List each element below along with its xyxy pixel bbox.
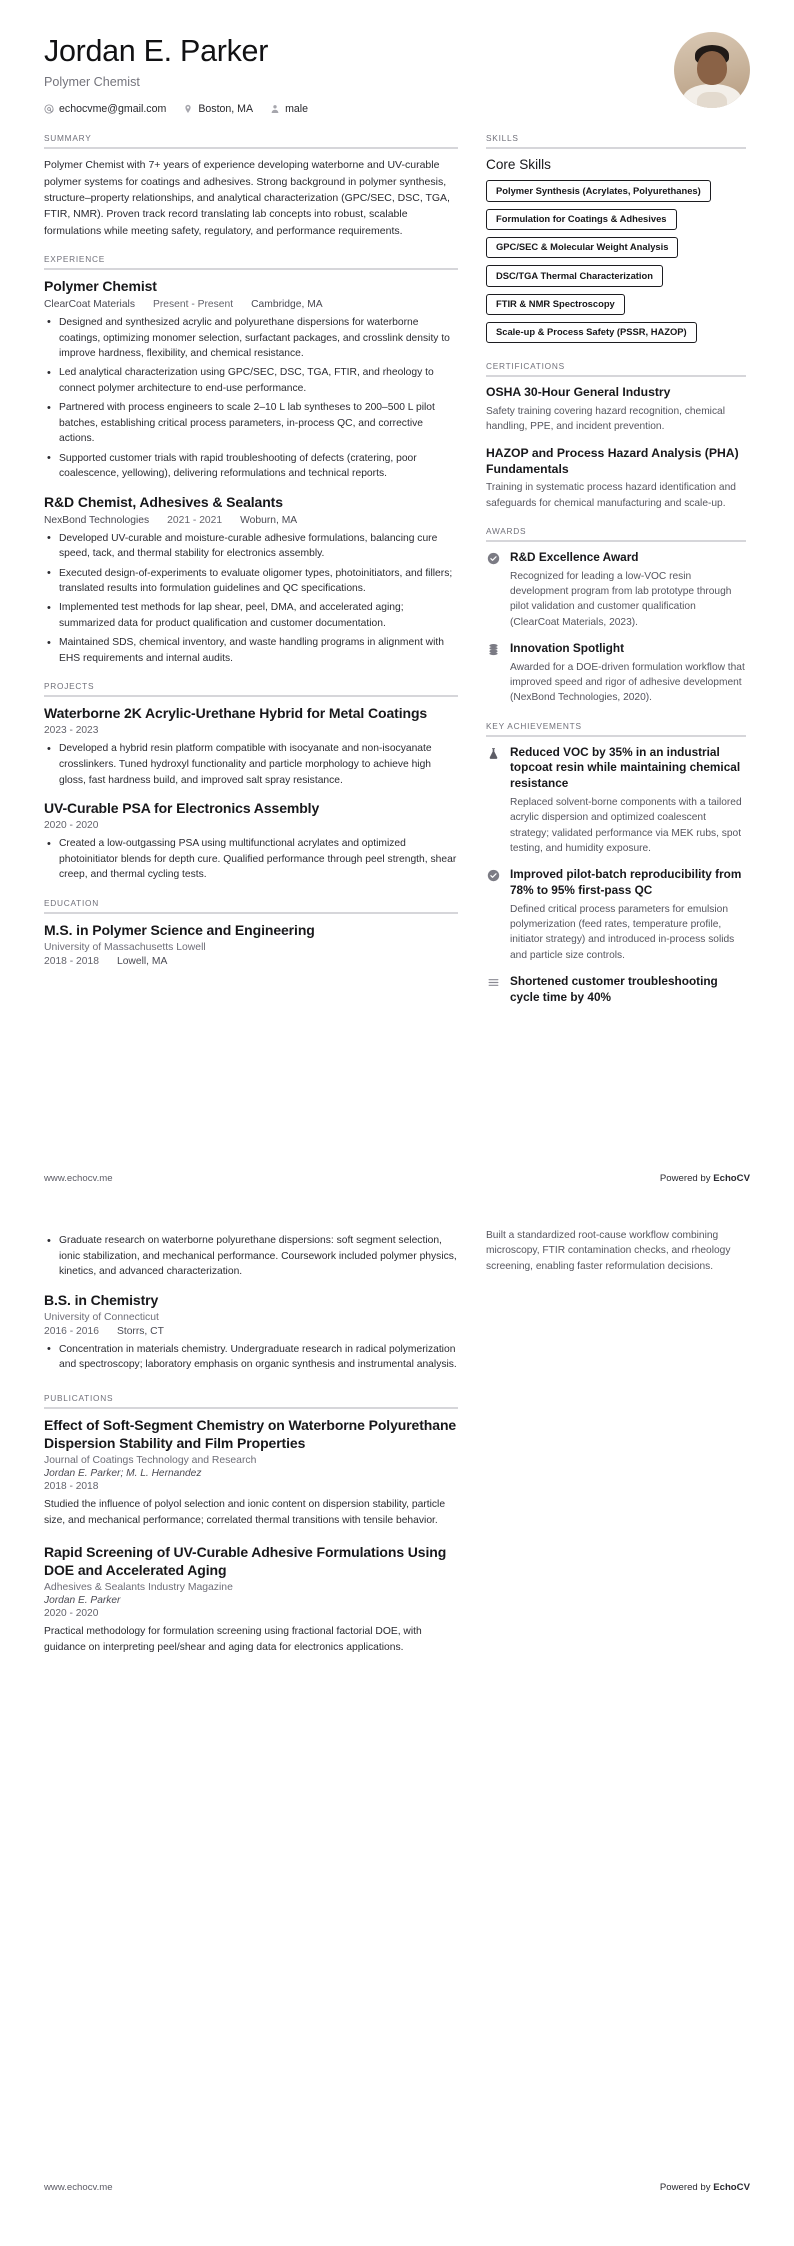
contact-gender-text: male: [285, 103, 309, 116]
person-icon: [270, 104, 280, 114]
resume-header: [0, 0, 794, 115]
section-education-continued: [44, 1233, 458, 1373]
divider: [486, 735, 746, 737]
award-description: Awarded for a DOE-driven formulation workflow that improved speed and rigor of adhesive development (NexBond Technologies, 2020).: [510, 661, 745, 704]
project-entry: [44, 705, 458, 788]
bullet-item: • Supported customer trials with rapid troubleshooting of defects (cratering, poor coalescence, yellowing), delivering reformulations and technical reports.: [57, 451, 458, 482]
check-badge-icon: [486, 868, 501, 883]
publication-journal: Journal of Coatings Technology and Research: [44, 1454, 257, 1466]
education-school: University of Massachusetts Lowell: [44, 941, 206, 953]
avatar: [674, 32, 750, 108]
section-label-summary: SUMMARY: [44, 133, 92, 144]
certification-name: HAZOP and Process Hazard Analysis (PHA) Fundamentals: [486, 445, 739, 476]
resume-page-2: [0, 1228, 794, 1670]
experience-title: Polymer Chemist: [44, 278, 157, 295]
education-school: University of Connecticut: [44, 1311, 159, 1323]
bullet-item: • Created a low-outgassing PSA using multifunctional acrylates and optimized photoinitiator blends for depth cure. Qualified performance through peel strength, shear creep, and thermal cycling tests.: [57, 836, 458, 883]
education-dates: 2018 - 2018: [44, 955, 99, 967]
right-column-page2: [486, 1228, 746, 1274]
section-education: [44, 898, 458, 967]
publication-dates: 2018 - 2018: [44, 1480, 99, 1492]
footer-brand-name: EchoCV: [713, 2182, 750, 2193]
skill-badge-list: [486, 180, 746, 343]
footer-powered-by: [660, 1173, 750, 1184]
section-skills: [486, 133, 746, 343]
job-title: Polymer Chemist: [44, 75, 140, 90]
divider: [44, 1407, 458, 1409]
bullet-item: • Designed and synthesized acrylic and polyurethane dispersions for waterborne coatings, optimizing monomer selection, surfactant packages, and crosslink density to improve hardness, flexibility, and chemical resistance.: [57, 315, 458, 362]
divider: [44, 147, 458, 149]
achievement-description-continued: Built a standardized root-cause workflow combining microscopy, FTIR contamination checks, and rheology screening, enabling faster reformulation decisions.: [486, 1230, 731, 1272]
publication-description: Practical methodology for formulation screening using fractional factorial DOE, with guidance on interpreting peel/shear and aging data for electronics applications.: [44, 1626, 422, 1653]
project-title: Waterborne 2K Acrylic-Urethane Hybrid for Metal Coatings: [44, 705, 428, 722]
footer-brand-name: EchoCV: [713, 1173, 750, 1184]
achievement-description: Replaced solvent-borne components with a tailored acrylic dispersion and optimized coalescent strategy; validated performance via MEK rubs, spot testing, and humidity exposure.: [510, 797, 742, 854]
section-summary: [44, 133, 458, 239]
footer-powered-prefix: Powered by: [659, 1173, 714, 1184]
achievement-title: Improved pilot-batch reproducibility from 78% to 95% first-pass QC: [510, 867, 742, 898]
section-label-awards: AWARDS: [486, 525, 527, 536]
right-column: [486, 133, 746, 1020]
certification-description: Safety training covering hazard recognition, chemical handling, PPE, and incident prevention.: [486, 406, 725, 433]
certification-description: Training in systematic process hazard identification and safeguards for chemical manufacturing and scale-up.: [486, 482, 736, 509]
project-entry: [44, 800, 458, 883]
page-title: Jordan E. Parker: [44, 34, 269, 68]
header-left: [44, 30, 308, 115]
publication-authors: Jordan E. Parker; M. L. Hernandez: [44, 1467, 202, 1479]
database-stack-icon: [486, 642, 501, 657]
achievement-item: [486, 867, 746, 963]
education-entry: [44, 1233, 458, 1280]
achievement-body: [510, 867, 746, 963]
experience-org: ClearCoat Materials: [44, 298, 135, 310]
award-title: Innovation Spotlight: [510, 640, 625, 655]
education-bullets: [44, 1233, 458, 1280]
award-description: Recognized for leading a low-VOC resin development program from lab prototype through pilot validation and customer qualification (ClearCoat Materials, 2023).: [510, 570, 732, 628]
check-badge-icon: [486, 551, 501, 566]
footer-powered-by: [660, 2182, 750, 2193]
divider: [44, 695, 458, 697]
education-entry: [44, 1292, 458, 1373]
experience-bullets: [44, 315, 458, 482]
experience-dates: Present - Present: [153, 298, 234, 310]
divider: [44, 268, 458, 270]
resume-columns: [0, 115, 794, 1020]
section-label-key-achievements: KEY ACHIEVEMENTS: [486, 720, 582, 731]
certification-item: [486, 385, 746, 434]
award-item: [486, 550, 746, 630]
project-bullets: [44, 741, 458, 788]
education-location: Storrs, CT: [116, 1325, 164, 1337]
bullet-item: • Developed UV-curable and moisture-curable adhesive formulations, balancing cure speed, tack, and thermal stability for electronics assembly.: [57, 531, 458, 562]
education-degree: M.S. in Polymer Science and Engineering: [44, 922, 315, 939]
project-dates: 2023 - 2023: [44, 725, 99, 737]
contact-email-text: echocvme@gmail.com: [59, 103, 167, 116]
achievement-item: [486, 974, 746, 1006]
contact-location-text: Boston, MA: [198, 103, 254, 116]
publication-description: Studied the influence of polyol selection and ionic content on dispersion stability, particle size, and mechanical performance; correlated thermal transitions with tensile behavior.: [44, 1498, 446, 1526]
flask-icon: [486, 746, 501, 761]
project-title: UV-Curable PSA for Electronics Assembly: [44, 800, 320, 817]
section-key-achievements: [486, 721, 746, 1006]
divider: [486, 375, 746, 377]
achievement-item: [486, 745, 746, 857]
contact-gender: [270, 103, 308, 115]
achievement-title: Reduced VOC by 35% in an industrial topcoat resin while maintaining chemical resistance: [510, 744, 741, 791]
experience-title: R&D Chemist, Adhesives & Sealants: [44, 493, 283, 510]
skill-badge: GPC/SEC & Molecular Weight Analysis: [486, 237, 678, 258]
section-label-projects: PROJECTS: [44, 681, 95, 692]
section-awards: [486, 526, 746, 706]
section-certifications: [486, 361, 746, 511]
skill-badge: DSC/TGA Thermal Characterization: [486, 265, 663, 286]
footer-website[interactable]: www.echocv.me: [44, 1173, 113, 1184]
achievement-body: [510, 974, 746, 1006]
certification-item: [486, 446, 746, 511]
experience-bullets: [44, 531, 458, 667]
left-column: [44, 133, 458, 982]
education-bullets: [44, 1342, 458, 1373]
skill-badge: Formulation for Coatings & Adhesives: [486, 209, 677, 230]
left-column-page2: [44, 1228, 458, 1670]
award-title: R&D Excellence Award: [510, 549, 639, 564]
education-meta: [44, 1326, 458, 1337]
publication-entry: [44, 1417, 458, 1528]
experience-dates: 2021 - 2021: [167, 514, 223, 526]
bullet-item: • Partnered with process engineers to scale 2–10 L lab syntheses to 200–500 L pilot batches, establishing critical process parameters, in-process QC, and corrective actions.: [57, 400, 458, 447]
list-lines-icon: [486, 975, 501, 990]
section-publications: [44, 1393, 458, 1655]
publication-journal: Adhesives & Sealants Industry Magazine: [44, 1582, 233, 1594]
education-location: Lowell, MA: [116, 955, 168, 967]
footer-website[interactable]: www.echocv.me: [44, 2182, 113, 2193]
skills-group-title: Core Skills: [486, 157, 551, 173]
publication-dates: 2020 - 2020: [44, 1608, 99, 1620]
section-label-certifications: CERTIFICATIONS: [486, 361, 565, 372]
email-icon: [44, 104, 54, 114]
project-bullets: [44, 836, 458, 883]
experience-entry: [44, 278, 458, 482]
skill-badge: Polymer Synthesis (Acrylates, Polyurethanes): [486, 180, 711, 201]
publication-title: Effect of Soft-Segment Chemistry on Waterborne Polyurethane Dispersion Stability and Film Properties: [44, 1417, 457, 1452]
divider: [44, 912, 458, 914]
bullet-item: • Graduate research on waterborne polyurethane dispersions: soft segment selection, ionic stabilization, and mechanical performance. Coursework included polymer physics, kinetics, and advanced characterization.: [57, 1233, 458, 1280]
skill-badge: Scale-up & Process Safety (PSSR, HAZOP): [486, 322, 697, 343]
experience-meta: [44, 515, 458, 526]
publication-entry: [44, 1544, 458, 1655]
divider: [486, 540, 746, 542]
bullet-item: • Led analytical characterization using GPC/SEC, DSC, TGA, FTIR, and rheology to connect polymer architecture to end-use performance.: [57, 365, 458, 396]
publication-authors: Jordan E. Parker: [44, 1595, 121, 1607]
experience-location: Woburn, MA: [240, 514, 298, 526]
education-degree: B.S. in Chemistry: [44, 1291, 159, 1308]
experience-entry: [44, 494, 458, 667]
education-entry: [44, 922, 458, 967]
footer-powered-prefix: Powered by: [659, 2182, 714, 2193]
location-pin-icon: [183, 104, 193, 114]
achievement-body: [510, 745, 746, 857]
bullet-item: • Executed design-of-experiments to evaluate oligomer types, photoinitiators, and fillers; translated results into formulation guidelines and QC specifications.: [57, 566, 458, 597]
achievement-description: Defined critical process parameters for emulsion polymerization (feed rates, temperature profile, initiator strategy) and introduced in-process solids and particle size controls.: [510, 903, 735, 961]
bullet-item: • Developed a hybrid resin platform compatible with isocyanate and non-isocyanate crosslinkers. Tuned hydroxyl functionality and particle morphology to achieve high gloss, fast hardness build, and improved salt spray resistance.: [57, 741, 458, 788]
divider: [486, 147, 746, 149]
section-label-publications: PUBLICATIONS: [44, 1393, 114, 1404]
section-label-experience: EXPERIENCE: [44, 254, 105, 265]
bullet-item: • Concentration in materials chemistry. Undergraduate research in radical polymerization and spectroscopy; laboratory emphasis on organic synthesis and instrumental analysis.: [57, 1342, 458, 1373]
summary-text: Polymer Chemist with 7+ years of experience developing waterborne and UV-curable polymer systems for coatings and adhesives. Strong background in polymer synthesis, structure–property relationships, and analytical characterization (GPC/SEC, DSC, TGA, FTIR, NMR). Proven track record translating lab concepts into robust, scalable formulations while meeting safety, regulatory, and performance requirements.: [44, 159, 450, 237]
experience-location: Cambridge, MA: [251, 298, 323, 310]
project-dates: 2020 - 2020: [44, 820, 99, 832]
experience-meta: [44, 299, 458, 310]
section-experience: [44, 254, 458, 666]
section-label-education: EDUCATION: [44, 898, 99, 909]
education-dates: 2016 - 2016: [44, 1325, 99, 1337]
publication-title: Rapid Screening of UV-Curable Adhesive Formulations Using DOE and Accelerated Aging: [44, 1544, 447, 1579]
bullet-item: • Implemented test methods for lap shear, peel, DMA, and accelerated aging; summarized data for product qualification and customer documentation.: [57, 600, 458, 631]
contact-location: [183, 103, 253, 115]
achievement-title: Shortened customer troubleshooting cycle time by 40%: [510, 974, 718, 1004]
skill-badge: FTIR & NMR Spectroscopy: [486, 294, 625, 315]
page-footer: [44, 2182, 750, 2193]
award-item: [486, 641, 746, 706]
experience-org: NexBond Technologies: [44, 514, 150, 526]
section-label-skills: SKILLS: [486, 133, 519, 144]
resume-columns-page2: [0, 1228, 794, 1670]
section-projects: [44, 681, 458, 883]
bullet-item: • Maintained SDS, chemical inventory, and waste handling programs in alignment with EHS requirements and internal audits.: [57, 635, 458, 666]
page-footer: [44, 1173, 750, 1184]
award-body: [510, 641, 746, 706]
award-body: [510, 550, 746, 630]
contact-row: [44, 103, 308, 115]
contact-email[interactable]: [44, 103, 166, 115]
certification-name: OSHA 30-Hour General Industry: [486, 385, 671, 400]
education-meta: [44, 956, 458, 967]
